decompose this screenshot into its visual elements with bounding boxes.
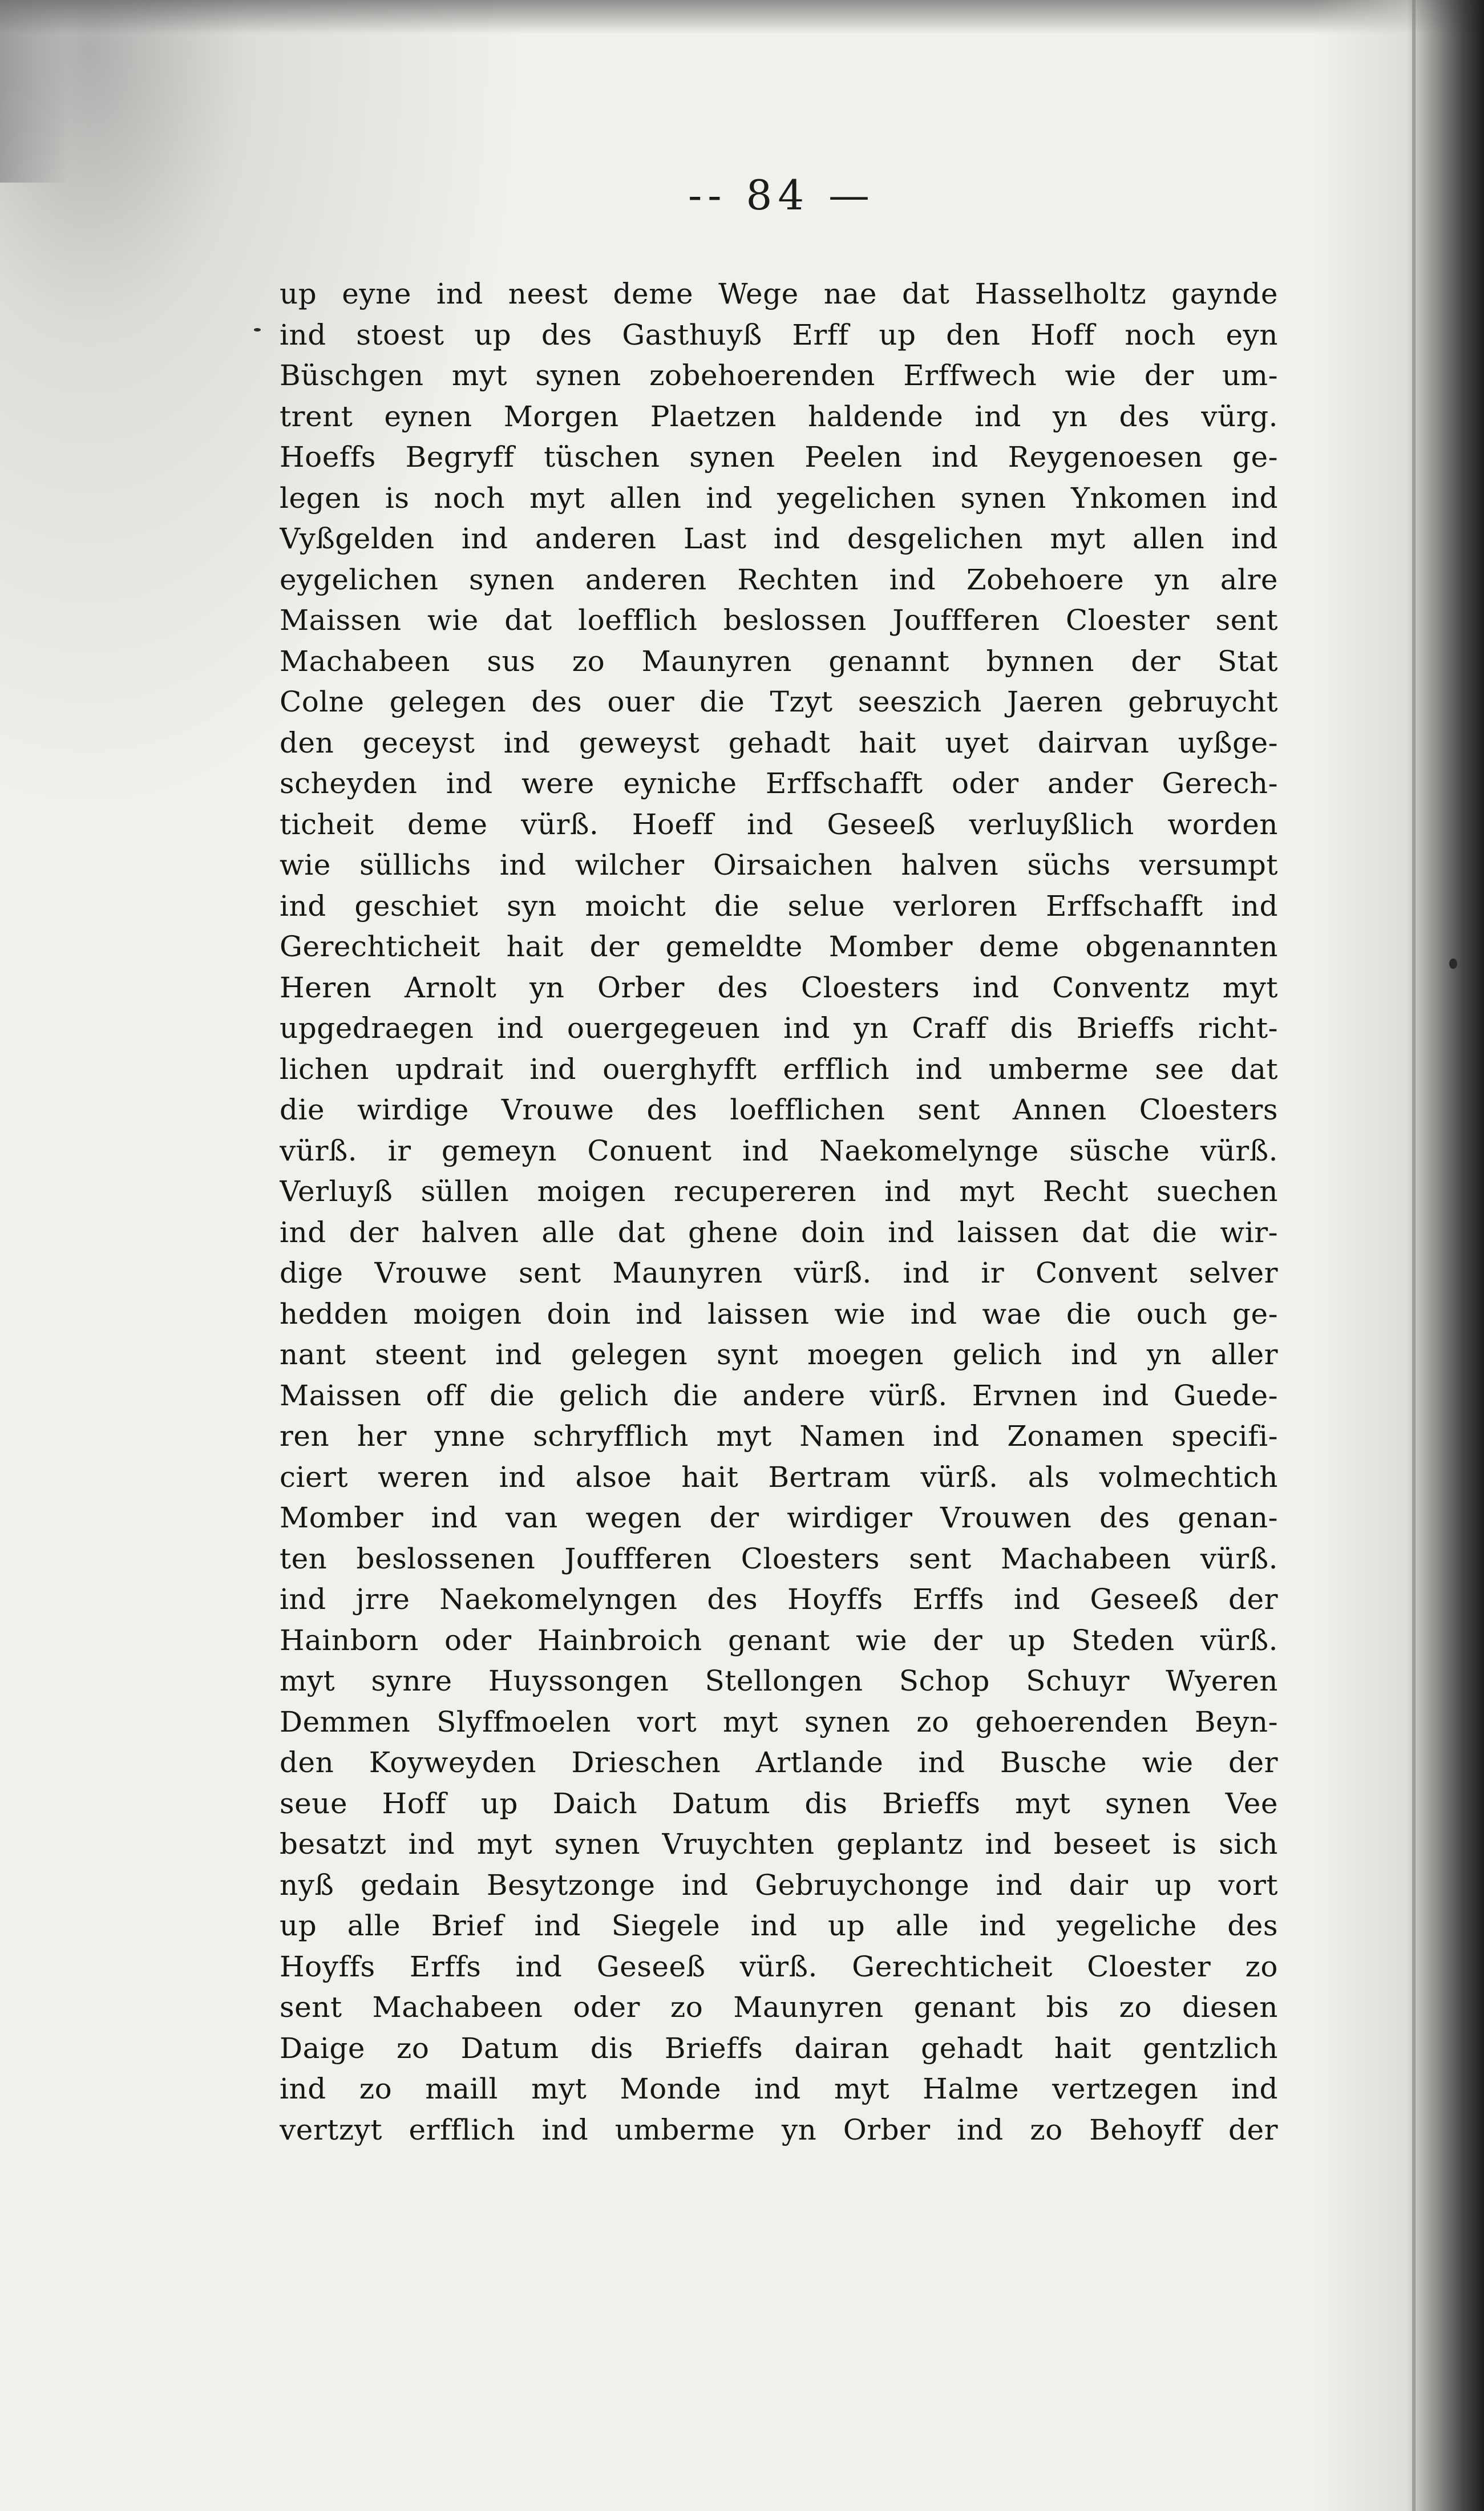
text-line: vertzyt erfflich ind umberme yn Orber ind zo Behoyff der — [280, 2113, 1278, 2146]
text-line: up alle Brief ind Siegele ind up alle ind yegeliche des — [280, 1909, 1278, 1942]
text-line: nyß gedain Besytzonge ind Gebruychonge ind dair up vort — [280, 1868, 1278, 1902]
text-line: Hoyffs Erffs ind Geseeß vürß. Gerechticheit Cloester zo — [280, 1950, 1278, 1983]
page-binding-edge — [1313, 0, 1484, 2511]
text-line: trent eynen Morgen Plaetzen haldende ind yn des vürg. — [280, 399, 1278, 433]
text-line: wie süllichs ind wilcher Oirsaichen halven süchs versumpt — [280, 848, 1278, 882]
text-line: Momber ind van wegen der wirdiger Vrouwen des genan- — [280, 1501, 1278, 1534]
text-line: Hoeffs Begryff tüschen synen Peelen ind Reygenoesen ge- — [280, 440, 1278, 474]
page-number: -- 84 — — [688, 171, 876, 219]
text-line: ren her ynne schryfflich myt Namen ind Zonamen specifi- — [280, 1420, 1278, 1453]
text-line: Machabeen sus zo Maunyren genannt bynnen der Stat — [280, 644, 1278, 678]
text-line: upgedraegen ind ouergegeuen ind yn Craff dis Brieffs richt- — [280, 1012, 1278, 1045]
text-line: eygelichen synen anderen Rechten ind Zobehoere yn alre — [280, 563, 1278, 596]
text-line: Maissen wie dat loefflich beslossen Jouffferen Cloester sent — [280, 604, 1278, 637]
text-line: scheyden ind were eyniche Erffschafft oder ander Gerech- — [280, 767, 1278, 800]
body-text — [280, 274, 1278, 2150]
scan-top-shadow — [0, 0, 1484, 34]
scan-corner-smudge — [0, 0, 68, 183]
text-line: ind stoest up des Gasthuyß Erff up den Hoff noch eyn — [280, 318, 1278, 351]
text-line: hedden moigen doin ind laissen wie ind wae die ouch ge- — [280, 1297, 1278, 1331]
text-line: den Koyweyden Drieschen Artlande ind Busche wie der — [280, 1746, 1278, 1779]
text-line: seue Hoff up Daich Datum dis Brieffs myt synen Vee — [280, 1786, 1278, 1820]
text-line: Heren Arnolt yn Orber des Cloesters ind Conventz myt — [280, 971, 1278, 1004]
text-line: Gerechticheit hait der gemeldte Momber deme obgenannten — [280, 930, 1278, 963]
text-line: besatzt ind myt synen Vruychten geplantz ind beseet is sich — [280, 1827, 1278, 1861]
text-line: ind jrre Naekomelyngen des Hoyffs Erffs ind Geseeß der — [280, 1583, 1278, 1616]
text-line: Hainborn oder Hainbroich genant wie der up Steden vürß. — [280, 1623, 1278, 1657]
text-line: Büschgen myt synen zobehoerenden Erffwech wie der um- — [280, 359, 1278, 392]
text-line: myt synre Huyssongen Stellongen Schop Schuyr Wyeren — [280, 1664, 1278, 1697]
text-line: lichen updrait ind ouerghyfft erfflich ind umberme see dat — [280, 1052, 1278, 1086]
text-line: vürß. ir gemeyn Conuent ind Naekomelynge süsche vürß. — [280, 1134, 1278, 1167]
text-line: up eyne ind neest deme Wege nae dat Hasselholtz gaynde — [280, 277, 1278, 310]
text-line: ind zo maill myt Monde ind myt Halme vertzegen ind — [280, 2072, 1278, 2105]
scan-speck — [254, 328, 261, 331]
text-line: Colne gelegen des ouer die Tzyt seeszich Jaeren gebruycht — [280, 685, 1278, 718]
text-line: Verluyß süllen moigen recupereren ind myt Recht suechen — [280, 1175, 1278, 1208]
text-line: ind der halven alle dat ghene doin ind laissen dat die wir- — [280, 1215, 1278, 1249]
text-line: dige Vrouwe sent Maunyren vürß. ind ir Convent selver — [280, 1256, 1278, 1289]
page-fold-line — [1412, 0, 1416, 2511]
text-line: nant steent ind gelegen synt moegen gelich ind yn aller — [280, 1338, 1278, 1371]
text-line: Vyßgelden ind anderen Last ind desgelichen myt allen ind — [280, 522, 1278, 555]
text-line: die wirdige Vrouwe des loefflichen sent Annen Cloesters — [280, 1093, 1278, 1126]
text-line: Demmen Slyffmoelen vort myt synen zo gehoerenden Beyn- — [280, 1705, 1278, 1738]
text-line: ind geschiet syn moicht die selue verloren Erffschafft ind — [280, 889, 1278, 923]
text-line: ciert weren ind alsoe hait Bertram vürß. als volmechtich — [280, 1460, 1278, 1494]
text-line: sent Machabeen oder zo Maunyren genant bis zo diesen — [280, 1991, 1278, 2024]
text-line: Maissen off die gelich die andere vürß. Ervnen ind Guede- — [280, 1378, 1278, 1412]
text-line: den geceyst ind geweyst gehadt hait uyet dairvan uyßge- — [280, 726, 1278, 759]
scan-speck — [1449, 959, 1457, 969]
text-line: legen is noch myt allen ind yegelichen synen Ynkomen ind — [280, 481, 1278, 515]
text-line: Daige zo Datum dis Brieffs dairan gehadt hait gentzlich — [280, 2031, 1278, 2065]
text-line: ticheit deme vürß. Hoeff ind Geseeß verluyßlich worden — [280, 807, 1278, 841]
text-line: ten beslossenen Jouffferen Cloesters sent Machabeen vürß. — [280, 1542, 1278, 1575]
